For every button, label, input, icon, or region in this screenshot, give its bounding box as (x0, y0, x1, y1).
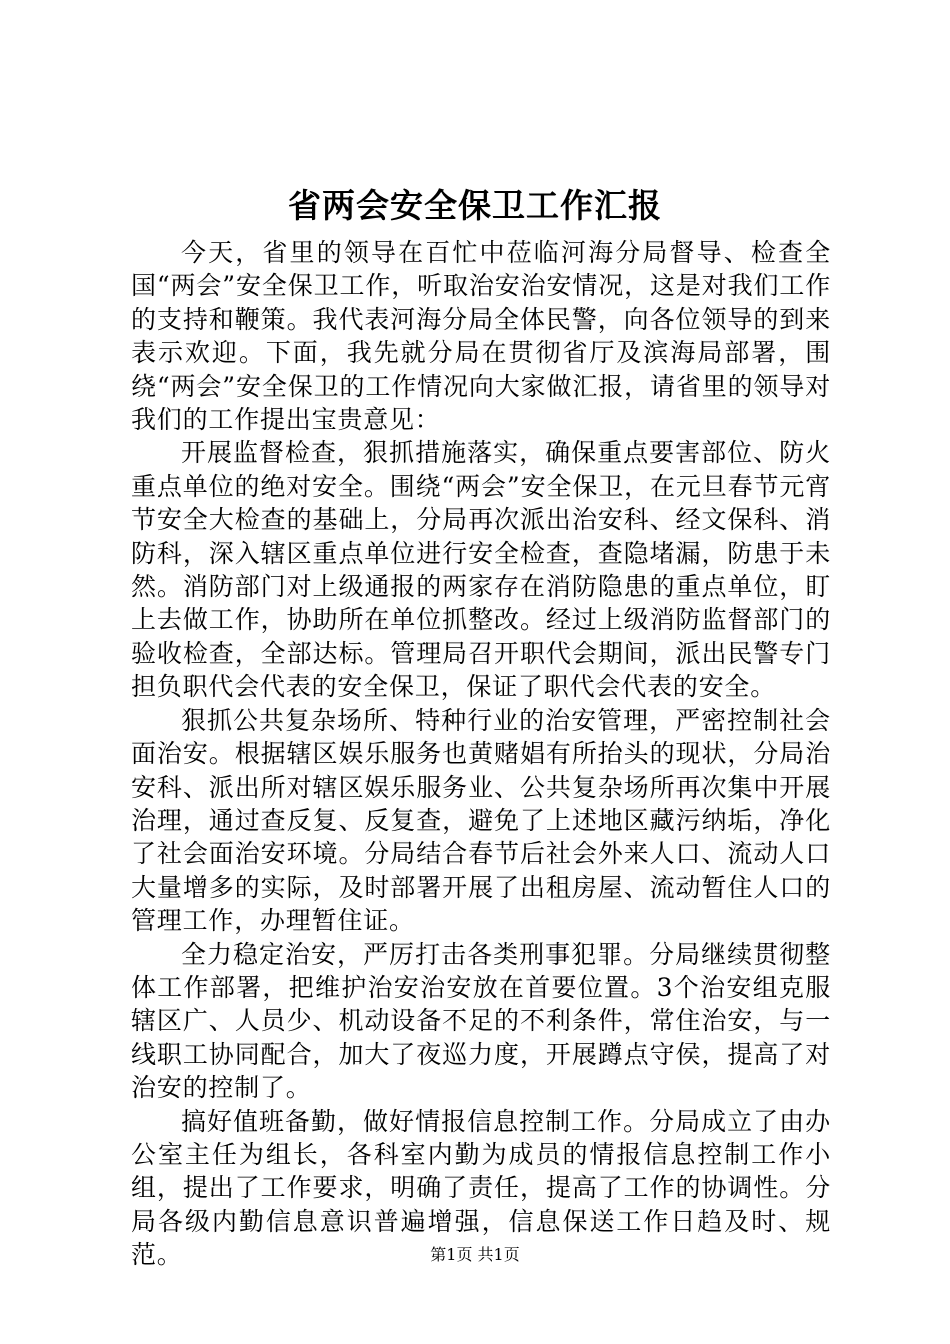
page-number-footer: 第1页 共1页 (430, 1245, 520, 1264)
paragraph-intro: 今天，省里的领导在百忙中莅临河海分局督导、检查全国“两会”安全保卫工作，听取治安治安情况，这是对我们工作的支持和鞭策。我代表河海分局全体民警，向各位领导的到来表示欢迎。下面，我先就分局在贯彻省厅及滨海局部署，围绕“两会”安全保卫的工作情况向大家做汇报，请省里的领导对我们的工作提出宝贵意见： (131, 238, 831, 435)
paragraph-supervision: 开展监督检查，狠抓措施落实，确保重点要害部位、防火重点单位的绝对安全。围绕“两会”安全保卫，在元旦春节元宵节安全大检查的基础上，分局再次派出治安科、经文保科、消防科，深入辖区重点单位进行安全检查，查隐堵漏，防患于未然。消防部门对上级通报的两家存在消防隐患的重点单位，盯上去做工作，协助所在单位抓整改。经过上级消防监督部门的验收检查，全部达标。管理局召开职代会期间，派出民警专门担负职代会代表的安全保卫，保证了职代会代表的安全。 (131, 438, 831, 702)
paragraph-duty-information: 搞好值班备勤，做好情报信息控制工作。分局成立了由办公室主任为组长，各科室内勤为成员的情报信息控制工作小组，提出了工作要求，明确了责任，提高了工作的协调性。分局各级内勤信息意识普遍增强，信息保送工作日趋及时、规范。 (131, 1106, 831, 1270)
document-title: 省两会安全保卫工作汇报 (288, 186, 662, 225)
document-body (131, 236, 831, 1272)
paragraph-public-places: 狠抓公共复杂场所、特种行业的治安管理，严密控制社会面治安。根据辖区娱乐服务也黄赌娼有所抬头的现状，分局治安科、派出所对辖区娱乐服务业、公共复杂场所再次集中开展治理，通过查反复、反复查，避免了上述地区藏污纳垢，净化了社会面治安环境。分局结合春节后社会外来人口、流动人口大量增多的实际，及时部署开展了出租房屋、流动暂住人口的管理工作，办理暂住证。 (131, 705, 831, 936)
paragraph-crime-control: 全力稳定治安，严厉打击各类刑事犯罪。分局继续贯彻整体工作部署，把维护治安治安放在首要位置。3个治安组克服辖区广、人员少、机动设备不足的不利条件，常住治安，与一线职工协同配合，加大了夜巡力度，开展蹲点守侯，提高了对治安的控制了。 (131, 939, 831, 1103)
